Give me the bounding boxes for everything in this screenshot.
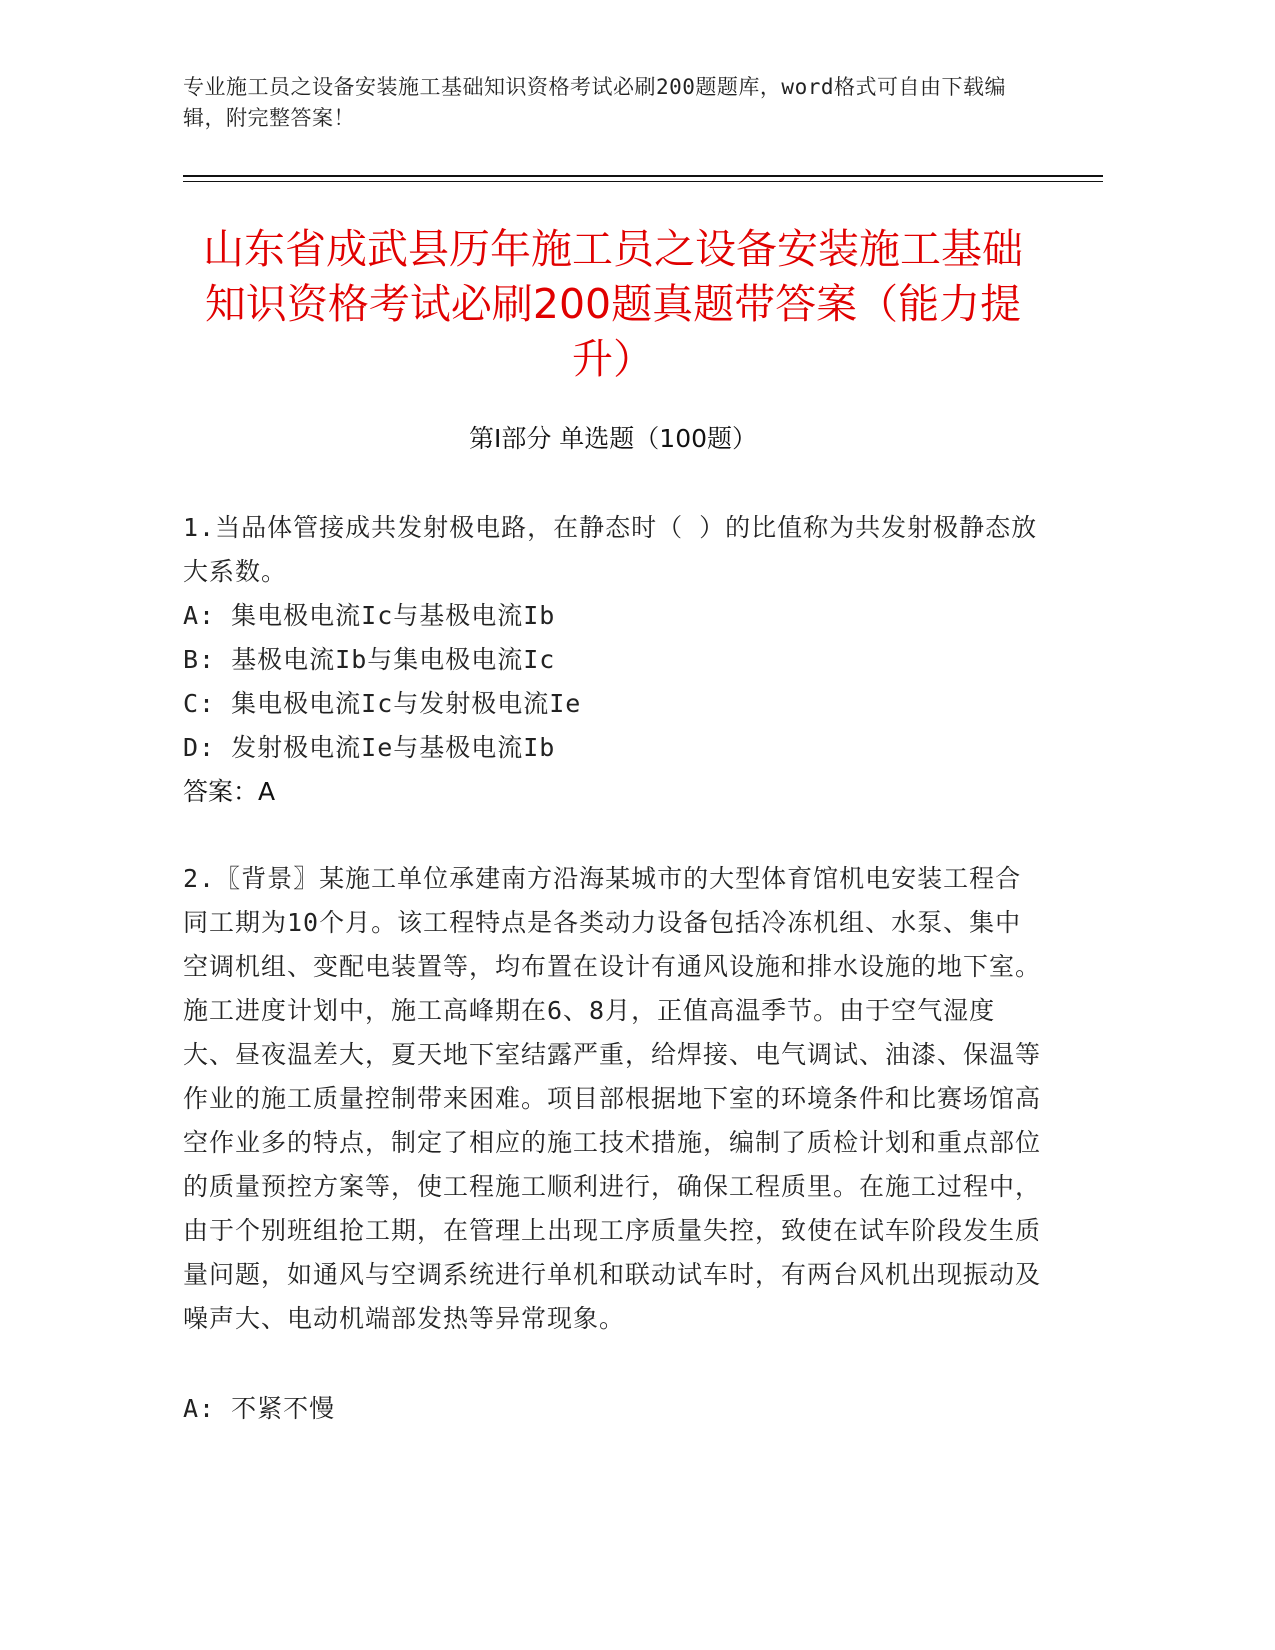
question-1-option-c: C: 集电极电流Ic与发射极电流Ie [183,689,582,718]
question-2-option-a: A: 不紧不慢 [183,1394,336,1423]
header-rule-thin [183,181,1103,182]
question-2-stem: 2.〖背景〗某施工单位承建南方沿海某城市的大型体育馆机电安装工程合同工期为10个月。该工程特点是各类动力设备包括冷冻机组、水泵、集中空调机组、变配电装置等，均布置在设计有通风设施和排水设施的地下室。施工进度计划中，施工高峰期在6、8月，正值高温季节。由于空气湿度大、昼夜温差大，夏天地下室结露严重，给焊接、电气调试、油漆、保温等作业的施工质量控制带来困难。项目部根据地下室的环境条件和比赛场馆高空作业多的特点，制定了相应的施工技术措施，编制了质检计划和重点部位的质量预控方案等，使工程施工顺利进行，确保工程质里。在施工过程中，由于个别班组抢工期，在管理上出现工序质量失控，致使在试车阶段发生质量问题，如通风与空调系统进行单机和联动试车时，有两台风机出现振动及噪声大、电动机端部发热等异常现象。 [183,864,1042,1333]
question-1-stem: 1.当品体管接成共发射极电路，在静态时（ ）的比值称为共发射极静态放大系数。 [183,513,1038,586]
question-1-option-a: A: 集电极电流Ic与基极电流Ib [183,601,556,630]
document-header: 专业施工员之设备安装施工基础知识资格考试必刷200题题库，word格式可自由下载编辑，附完整答案！ [183,75,1006,130]
question-1-answer: 答案：A [183,777,276,806]
header-rule-thick [183,175,1103,177]
document-title: 山东省成武县历年施工员之设备安装施工基础知识资格考试必刷200题真题带答案（能力提升） [203,225,1023,383]
question-1-option-b: B: 基极电流Ib与集电极电流Ic [183,645,556,674]
section-title: 第Ⅰ部分 单选题（100题） [468,424,758,453]
question-1-option-d: D: 发射极电流Ie与基极电流Ib [183,733,556,762]
